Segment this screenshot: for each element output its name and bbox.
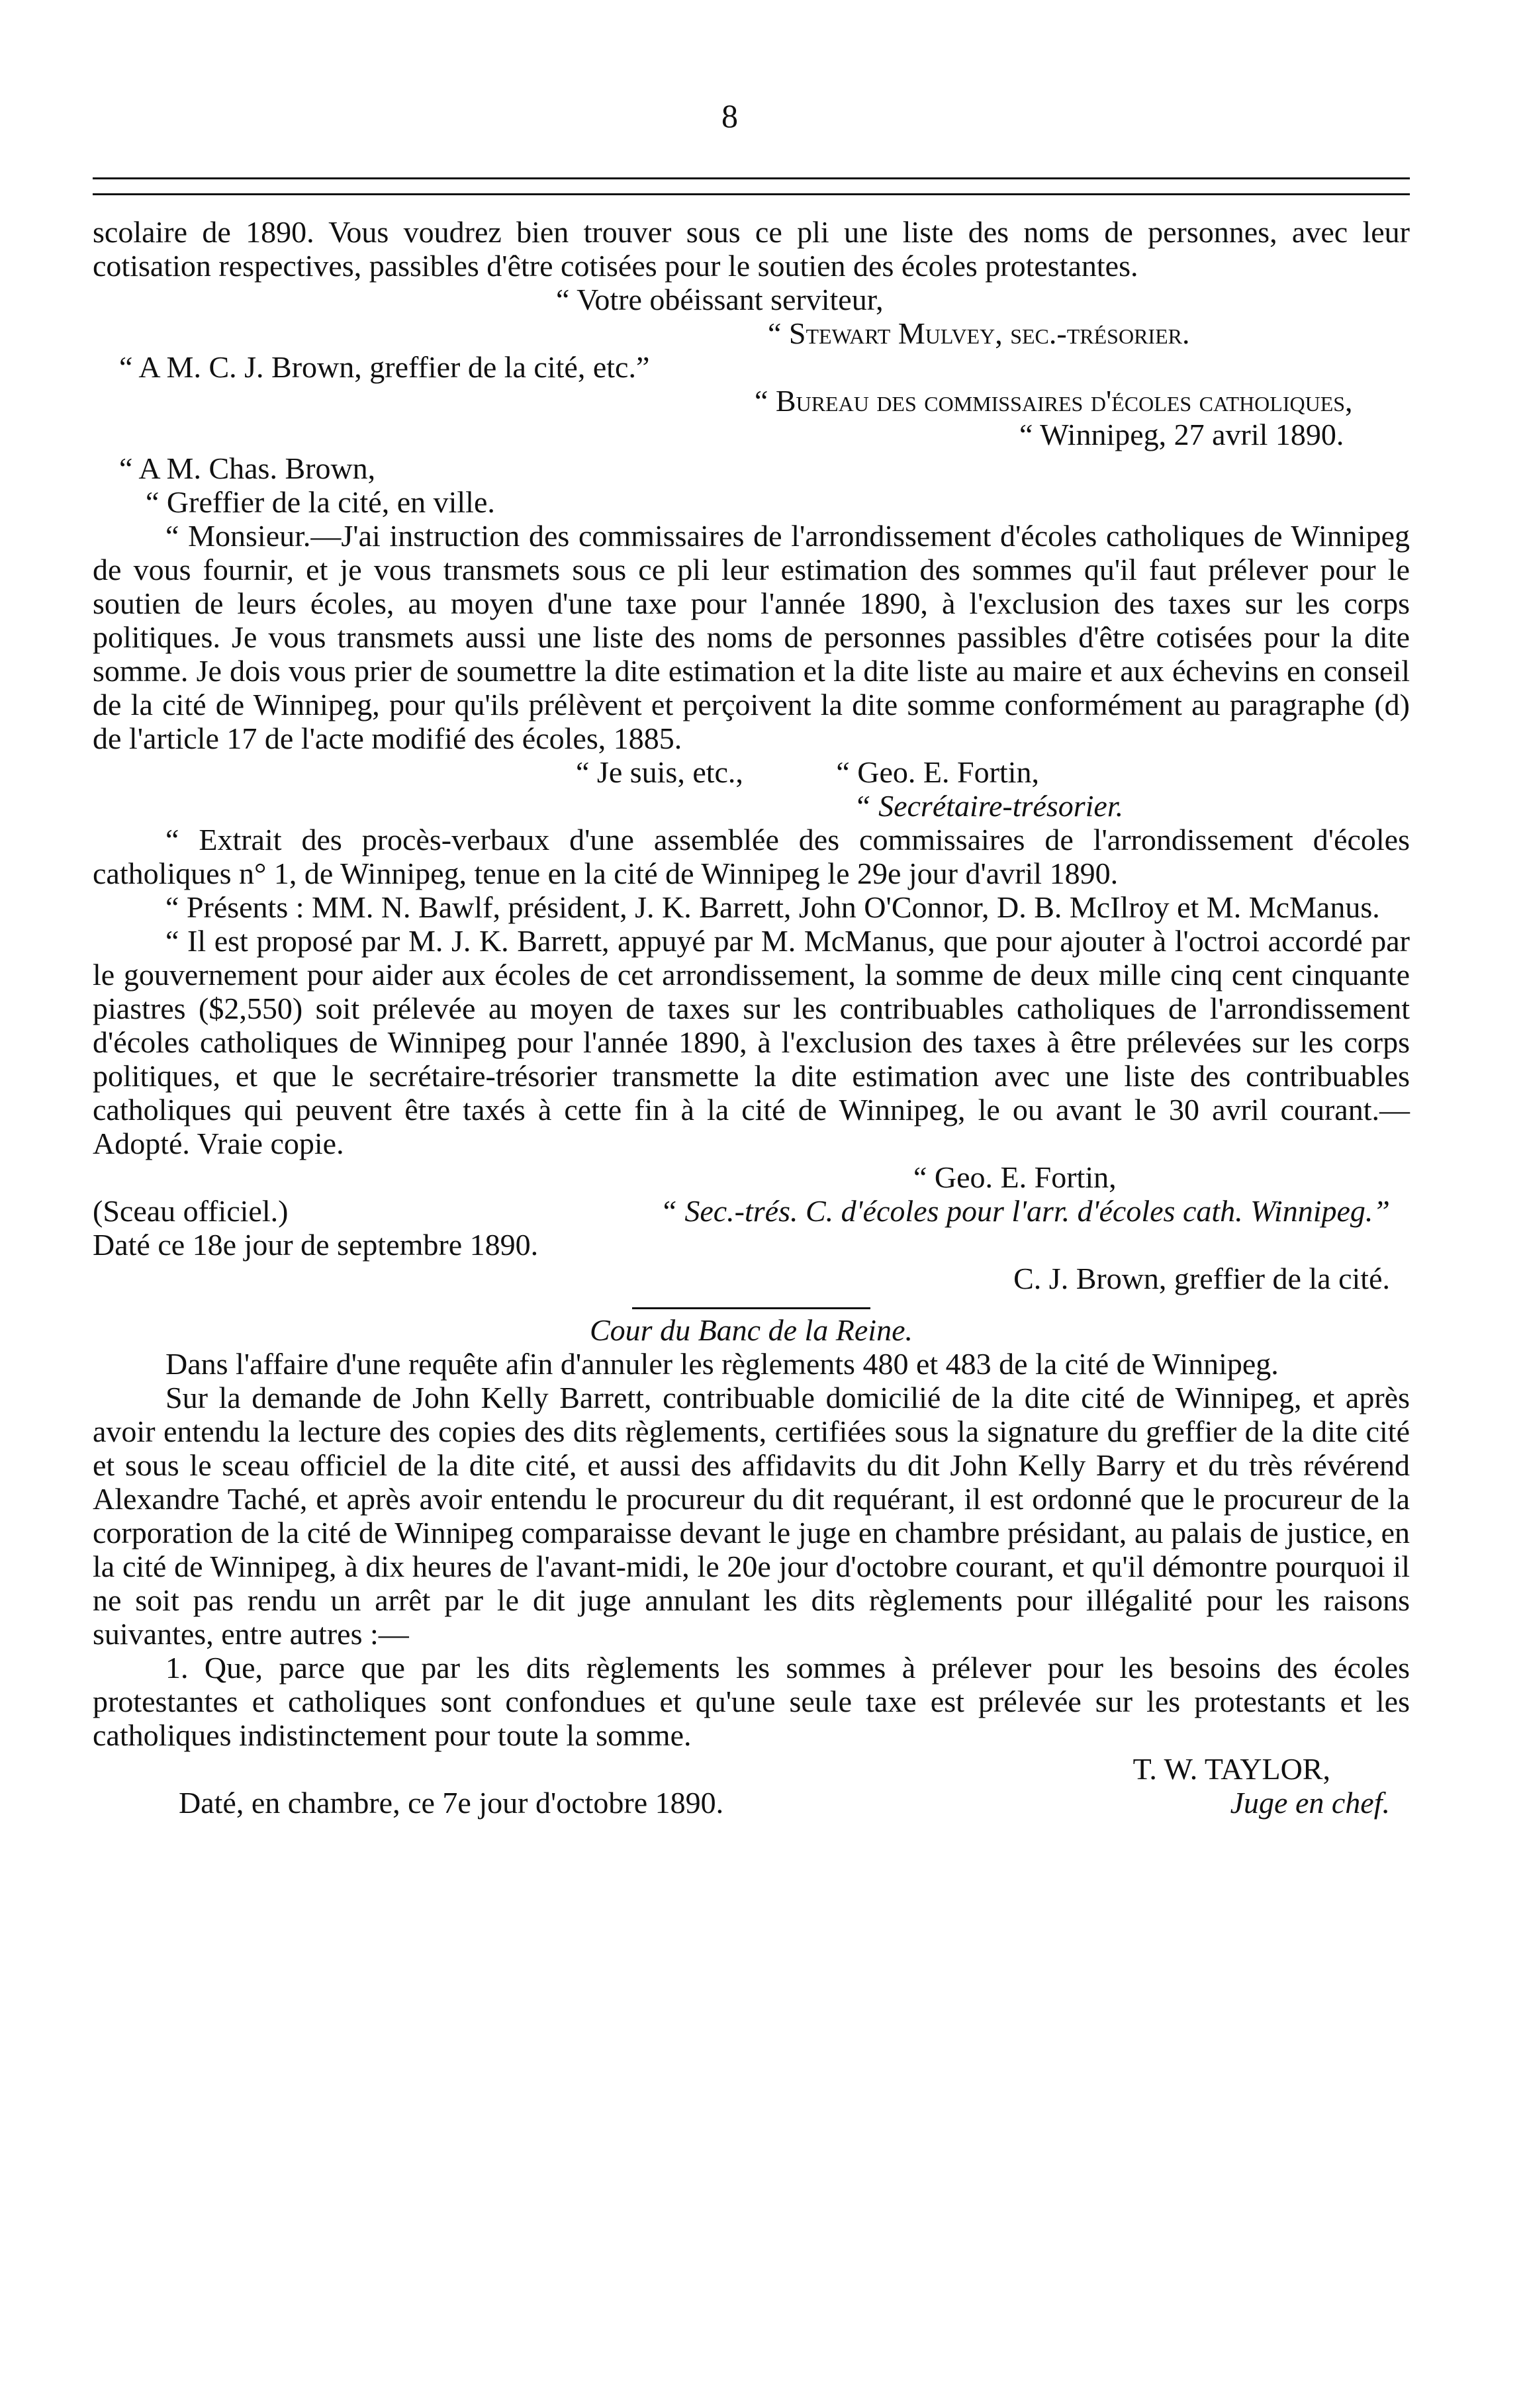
paragraph-presents: “ Présents : MM. N. Bawlf, président, J. K. Barrett, John O'Connor, D. B. McIlroy et M. McManus. bbox=[165, 890, 1380, 924]
signature-closing: “ Votre obéissant serviteur, bbox=[556, 283, 884, 316]
paragraph-reason-1: 1. Que, parce que par les dits règlements les sommes à prélever pour les besoins des écoles protestantes et catholiques sont confondues et qu'une seule taxe est prélevée sur les protestants et les catholiques indistinctement pour toute la somme. bbox=[93, 1651, 1410, 1752]
signature-mulvey: “ Stewart Mulvey, sec.-trésorier. bbox=[768, 316, 1190, 350]
title-juge-en-chef: Juge en chef. bbox=[1230, 1786, 1390, 1820]
date-row-october bbox=[93, 1786, 1410, 1820]
paragraph-monsieur: “ Monsieur.—J'ai instruction des commissaires de l'arrondissement d'écoles catholiques de Winnipeg de vous fournir, et je vous transmets sous ce pli leur estimation des sommes qu'il faut prélever pour le soutien de leurs écoles, au moyen d'une taxe pour l'année 1890, à l'exclusion des taxes sur les corps politiques. Je vous transmets aussi une liste des noms de personnes passibles d'être cotisées pour la dite somme. Je dois vous prier de soumettre la dite estimation et la dite liste au maire et aux échevins en conseil de la cité de Winnipeg, pour qu'ils prélèvent et perçoivent la dite somme conformément au paragraphe (d) de l'article 17 de l'acte modifié des écoles, 1885. bbox=[93, 519, 1410, 755]
paragraph-extrait: “ Extrait des procès-verbaux d'une assemblée des commissaires de l'arrondissement d'écoles catholiques n° 1, de Winnipeg, tenue en la cité de Winnipeg le 29e jour d'avril 1890. bbox=[93, 823, 1410, 890]
header-rule-top bbox=[93, 177, 1410, 179]
signature-je-suis: “ Je suis, etc., bbox=[576, 755, 743, 789]
address-brown: “ A M. C. J. Brown, greffier de la cité, etc.” bbox=[119, 350, 650, 384]
seal-row bbox=[93, 1194, 1410, 1228]
signature-fortin: “ Geo. E. Fortin, bbox=[836, 755, 1039, 789]
address-chas-brown: “ A M. Chas. Brown, bbox=[119, 451, 376, 485]
signature-cj-brown: C. J. Brown, greffier de la cité. bbox=[1013, 1262, 1390, 1295]
document-body bbox=[93, 215, 1410, 1820]
signature-sec-tres: “ Sec.-trés. C. d'écoles pour l'arr. d'écoles cath. Winnipeg.” bbox=[660, 1194, 1390, 1228]
paragraph-affaire: Dans l'affaire d'une requête afin d'annuler les règlements 480 et 483 de la cité de Winnipeg. bbox=[165, 1347, 1279, 1381]
signature-row-fortin bbox=[93, 755, 1410, 789]
date-october: Daté, en chambre, ce 7e jour d'octobre 1890. bbox=[179, 1786, 724, 1820]
signature-taylor: T. W. TAYLOR, bbox=[1132, 1752, 1330, 1786]
signature-fortin-2: “ Geo. E. Fortin, bbox=[913, 1160, 1117, 1194]
address-greffier: “ Greffier de la cité, en ville. bbox=[146, 485, 495, 519]
paragraph-demande: Sur la demande de John Kelly Barrett, contribuable domicilié de la dite cité de Winnipeg, et après avoir entendu la lecture des copies des dits règlements, certifiées sous la signature du greffier de la dite cité et sous le sceau officiel de la dite cité, et aussi des affidavits du dit John Kelly Barry et du très révérend Alexandre Taché, et après avoir entendu le procureur du dit requérant, il est ordonné que le procureur de la corporation de la cité de Winnipeg comparaisse devant le juge en chambre présidant, au palais de justice, en la cité de Winnipeg, à dix heures de l'avant-midi, le 20e jour d'octobre courant, et qu'il démontre pourquoi il ne soit pas rendu un arrêt par le dit juge annulant les dits règlements pour illégalité pour les raisons suivantes, entre autres :— bbox=[93, 1381, 1410, 1651]
header-rule-bottom bbox=[93, 193, 1410, 195]
paragraph-school-list: scolaire de 1890. Vous voudrez bien trouver sous ce pli une liste des noms de personnes, avec leur cotisation respectives, passibles d'être cotisées pour le soutien des écoles protestantes. bbox=[93, 215, 1410, 283]
paragraph-resolution: “ Il est proposé par M. J. K. Barrett, appuyé par M. McManus, que pour ajouter à l'octroi accordé par le gouvernement pour aider aux écoles de cet arrondissement, la somme de deux mille cinq cent cinquante piastres ($2,550) soit prélevée au moyen de taxes sur les contribuables catholiques de l'arrondissement d'écoles catholiques de Winnipeg pour l'année 1890, à l'exclusion des taxes à être prélevées sur les corps politiques, et que le secrétaire-trésorier transmette la dite estimation avec une liste des contribuables catholiques qui peuvent être taxés à cette fin à la cité de Winnipeg, le ou avant le 30 avril courant.—Adopté. Vraie copie. bbox=[93, 924, 1410, 1160]
court-title-text: Cour du Banc de la Reine. bbox=[589, 1313, 913, 1347]
signature-secretaire-text: “ Secrétaire-trésorier. bbox=[854, 789, 1124, 823]
court-title bbox=[93, 1313, 1410, 1347]
header-date-winnipeg: “ Winnipeg, 27 avril 1890. bbox=[1019, 418, 1344, 451]
section-divider bbox=[632, 1307, 870, 1309]
page-number: 8 bbox=[721, 97, 738, 134]
signature-secretaire bbox=[93, 789, 1410, 823]
seal-official: (Sceau officiel.) bbox=[93, 1194, 289, 1228]
date-september: Daté ce 18e jour de septembre 1890. bbox=[93, 1228, 539, 1262]
header-bureau: “ Bureau des commissaires d'écoles catholiques, bbox=[755, 384, 1353, 418]
